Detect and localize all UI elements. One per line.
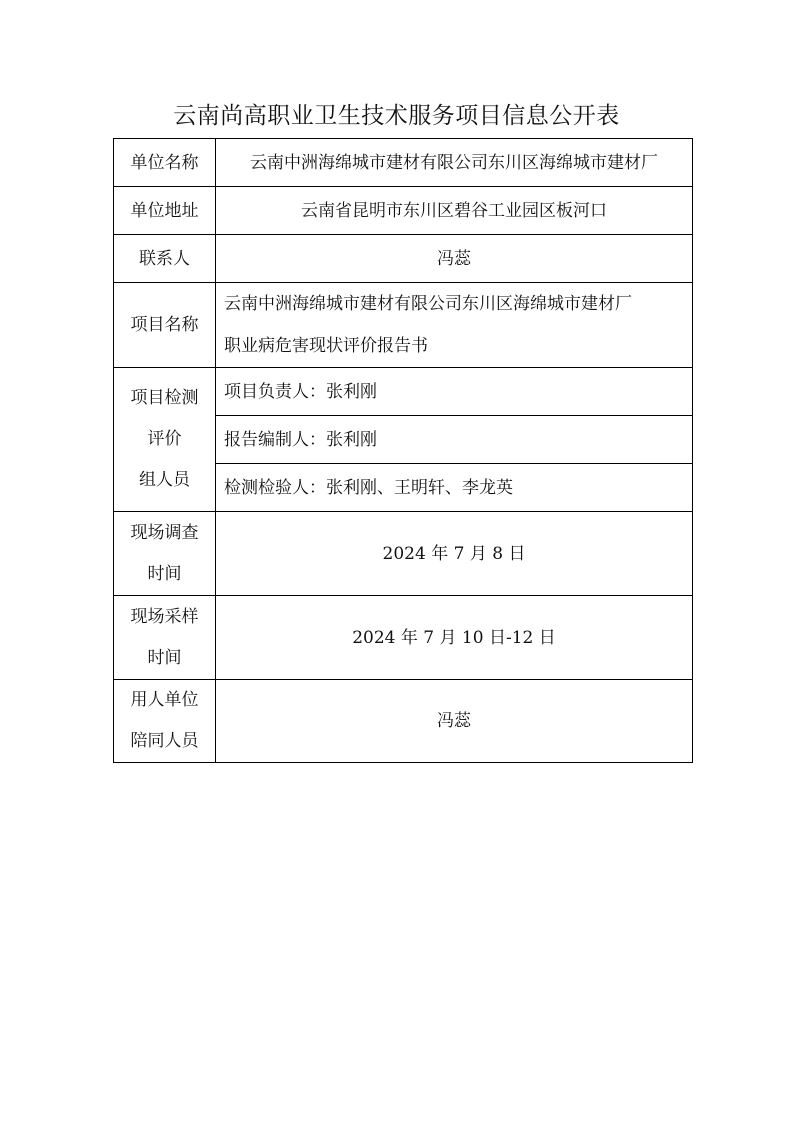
team-author-value: 报告编制人：张利刚	[216, 416, 693, 464]
contact-label: 联系人	[114, 235, 216, 283]
survey-time-value: 2024 年 7 月 8 日	[216, 512, 693, 596]
project-name-line-2: 职业病危害现状评价报告书	[224, 336, 428, 356]
row-project-name	[114, 283, 693, 368]
row-sampling-time	[114, 596, 693, 680]
info-table	[113, 138, 693, 763]
team-leader-value: 项目负责人：张利刚	[216, 368, 693, 416]
unit-address-label: 单位地址	[114, 187, 216, 235]
team-label-line-2: 评价	[147, 429, 182, 449]
team-label	[114, 368, 216, 512]
survey-time-label-line-1: 现场调查	[130, 522, 199, 543]
escort-value: 冯蕊	[216, 680, 693, 763]
survey-time-label	[114, 512, 216, 596]
sampling-time-label-line-1: 现场采样	[130, 606, 199, 627]
sampling-time-label-line-2: 时间	[147, 647, 182, 668]
row-unit-address	[114, 187, 693, 235]
document-title: 云南尚高职业卫生技术服务项目信息公开表	[173, 103, 620, 129]
project-name-line-1: 云南中洲海绵城市建材有限公司东川区海绵城市建材厂	[224, 294, 632, 314]
team-label-line-1: 项目检测	[130, 388, 199, 408]
unit-name-value: 云南中洲海绵城市建材有限公司东川区海绵城市建材厂	[216, 139, 693, 187]
unit-name-label: 单位名称	[114, 139, 216, 187]
row-survey-time	[114, 512, 693, 596]
team-inspectors-value: 检测检验人：张利刚、王明轩、李龙英	[216, 464, 693, 512]
survey-time-label-line-2: 时间	[147, 563, 182, 584]
contact-value: 冯蕊	[216, 235, 693, 283]
team-label-line-3: 组人员	[139, 470, 190, 490]
row-contact	[114, 235, 693, 283]
row-escort	[114, 680, 693, 763]
project-name-value	[216, 283, 693, 368]
unit-address-value: 云南省昆明市东川区碧谷工业园区板河口	[216, 187, 693, 235]
row-team-leader	[114, 368, 693, 416]
sampling-time-value: 2024 年 7 月 10 日-12 日	[216, 596, 693, 680]
row-unit-name	[114, 139, 693, 187]
escort-label-line-1: 用人单位	[130, 690, 199, 710]
project-name-label: 项目名称	[114, 283, 216, 368]
sampling-time-label	[114, 596, 216, 680]
escort-label-line-2: 陪同人员	[130, 731, 199, 751]
escort-label	[114, 680, 216, 763]
